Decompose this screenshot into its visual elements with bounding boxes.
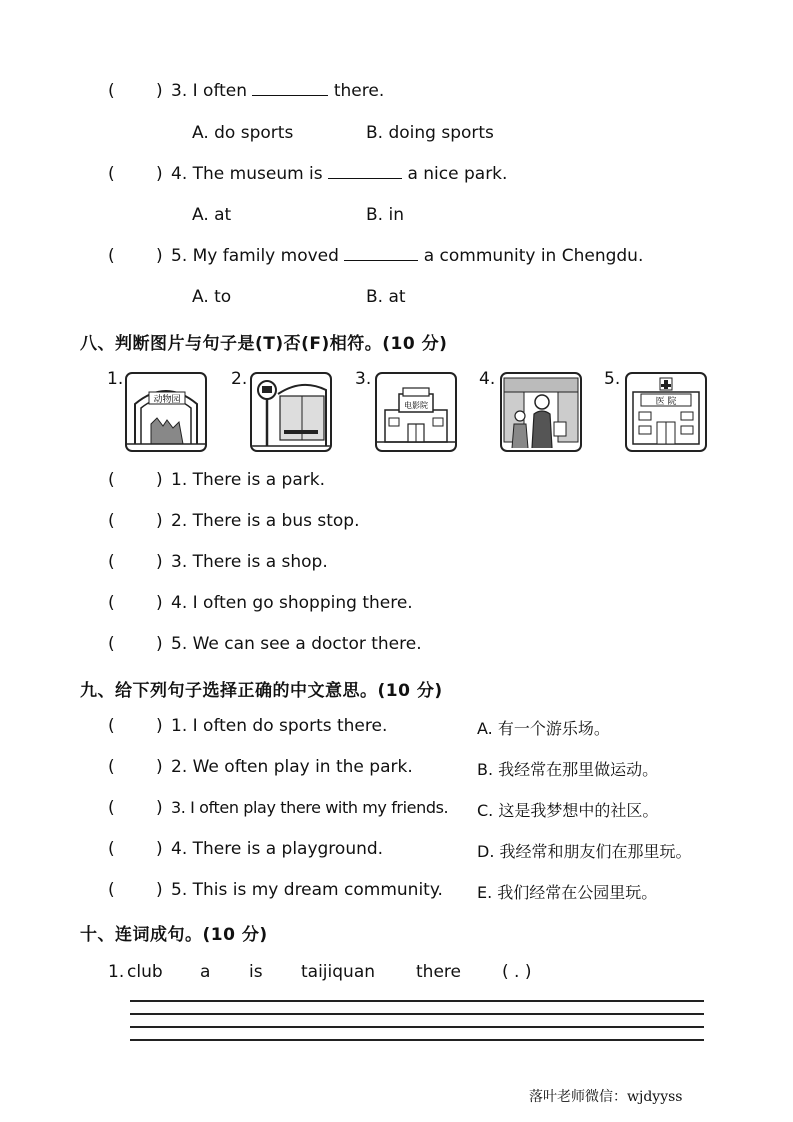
word-chip: is bbox=[249, 962, 263, 982]
answer-paren-close: ) bbox=[156, 634, 163, 654]
answer-paren-close: ) bbox=[156, 470, 163, 490]
question-7-4 bbox=[171, 164, 507, 184]
word-chip: taijiquan bbox=[301, 962, 376, 982]
option-text: E. 我们经常在公园里玩。 bbox=[477, 883, 658, 902]
answer-paren-open: ( bbox=[108, 164, 115, 184]
question-text-after: a community in Chengdu. bbox=[423, 246, 644, 266]
question-text-after: there. bbox=[333, 81, 385, 101]
answer-paren-close: ) bbox=[156, 839, 163, 859]
answer-paren-open: ( bbox=[108, 716, 115, 736]
question-text-after: a nice park. bbox=[407, 164, 508, 184]
question-text: 5. This is my dream community. bbox=[171, 880, 443, 900]
answer-paren-open: ( bbox=[108, 839, 115, 859]
answer-paren-close: ) bbox=[156, 81, 163, 101]
shopping-people-icon bbox=[500, 372, 582, 452]
answer-paren-open: ( bbox=[108, 880, 115, 900]
question-number: 5. bbox=[171, 246, 188, 266]
writing-line bbox=[130, 1039, 704, 1041]
word-chip: there bbox=[416, 962, 461, 982]
hospital-icon bbox=[625, 372, 707, 452]
writing-line bbox=[130, 1026, 704, 1028]
answer-paren-open: ( bbox=[108, 552, 115, 572]
answer-paren-open: ( bbox=[108, 511, 115, 531]
option-a: A. to bbox=[192, 287, 232, 307]
option-b: B. at bbox=[366, 287, 406, 307]
section-title: 九、给下列句子选择正确的中文意思。(10 分) bbox=[80, 681, 443, 701]
fill-blank[interactable] bbox=[328, 164, 402, 179]
option-a: A. at bbox=[192, 205, 232, 225]
answer-paren-close: ) bbox=[156, 593, 163, 613]
question-text: 3. I often play there with my friends. bbox=[171, 798, 449, 817]
word-chip: a bbox=[200, 962, 211, 982]
footer-text: 落叶老师微信：wjdyyss bbox=[529, 1089, 683, 1105]
writing-line bbox=[130, 1000, 704, 1002]
answer-paren-open: ( bbox=[108, 246, 115, 266]
answer-paren-close: ) bbox=[156, 246, 163, 266]
writing-line bbox=[130, 1013, 704, 1015]
picture-number: 1. bbox=[107, 369, 124, 389]
answer-paren-close: ) bbox=[156, 511, 163, 531]
question-text: 5. We can see a doctor there. bbox=[171, 634, 422, 654]
answer-paren-close: ) bbox=[156, 552, 163, 572]
question-text: 4. There is a playground. bbox=[171, 839, 384, 859]
fill-blank[interactable] bbox=[252, 81, 328, 96]
answer-paren-close: ) bbox=[156, 880, 163, 900]
word-chip: club bbox=[127, 962, 163, 982]
question-text-before: My family moved bbox=[192, 246, 339, 266]
question-7-5 bbox=[171, 246, 643, 266]
answer-paren-open: ( bbox=[108, 634, 115, 654]
answer-paren-open: ( bbox=[108, 81, 115, 101]
question-text-before: I often bbox=[192, 81, 248, 101]
option-text: A. 有一个游乐场。 bbox=[477, 719, 610, 738]
word-chip: ( . ) bbox=[502, 962, 532, 982]
question-number: 3. bbox=[171, 81, 188, 101]
picture-number: 5. bbox=[604, 369, 621, 389]
answer-paren-open: ( bbox=[108, 470, 115, 490]
picture-number: 3. bbox=[355, 369, 372, 389]
question-text: 1. I often do sports there. bbox=[171, 716, 388, 736]
sign-text: 电影院 bbox=[404, 401, 428, 410]
question-text: 4. I often go shopping there. bbox=[171, 593, 413, 613]
picture-number: 2. bbox=[231, 369, 248, 389]
section-title: 八、判断图片与句子是(T)否(F)相符。(10 分) bbox=[80, 334, 448, 354]
option-b: B. doing sports bbox=[366, 123, 494, 143]
bus-stop-icon bbox=[250, 372, 332, 452]
question-7-3 bbox=[171, 81, 384, 101]
option-text: B. 我经常在那里做运动。 bbox=[477, 760, 659, 779]
question-text: 2. There is a bus stop. bbox=[171, 511, 360, 531]
answer-paren-close: ) bbox=[156, 757, 163, 777]
answer-paren-open: ( bbox=[108, 593, 115, 613]
section-title: 十、连词成句。(10 分) bbox=[80, 925, 268, 945]
answer-paren-close: ) bbox=[156, 164, 163, 184]
sign-text: 医 院 bbox=[655, 397, 677, 407]
cinema-icon bbox=[375, 372, 457, 452]
option-text: C. 这是我梦想中的社区。 bbox=[477, 801, 659, 820]
option-b: B. in bbox=[366, 205, 404, 225]
answer-paren-close: ) bbox=[156, 798, 163, 818]
question-text: 1. There is a park. bbox=[171, 470, 325, 490]
question-text: 3. There is a shop. bbox=[171, 552, 328, 572]
sign-text: 动物园 bbox=[153, 395, 181, 405]
answer-paren-open: ( bbox=[108, 798, 115, 818]
answer-paren-close: ) bbox=[156, 716, 163, 736]
fill-blank[interactable] bbox=[344, 246, 418, 261]
question-number: 4. bbox=[171, 164, 188, 184]
picture-number: 4. bbox=[479, 369, 496, 389]
question-text: 2. We often play in the park. bbox=[171, 757, 413, 777]
question-number: 1. bbox=[108, 962, 125, 982]
option-a: A. do sports bbox=[192, 123, 294, 143]
question-text-before: The museum is bbox=[192, 164, 323, 184]
answer-paren-open: ( bbox=[108, 757, 115, 777]
zoo-gate-icon bbox=[125, 372, 207, 452]
option-text: D. 我经常和朋友们在那里玩。 bbox=[477, 842, 692, 861]
